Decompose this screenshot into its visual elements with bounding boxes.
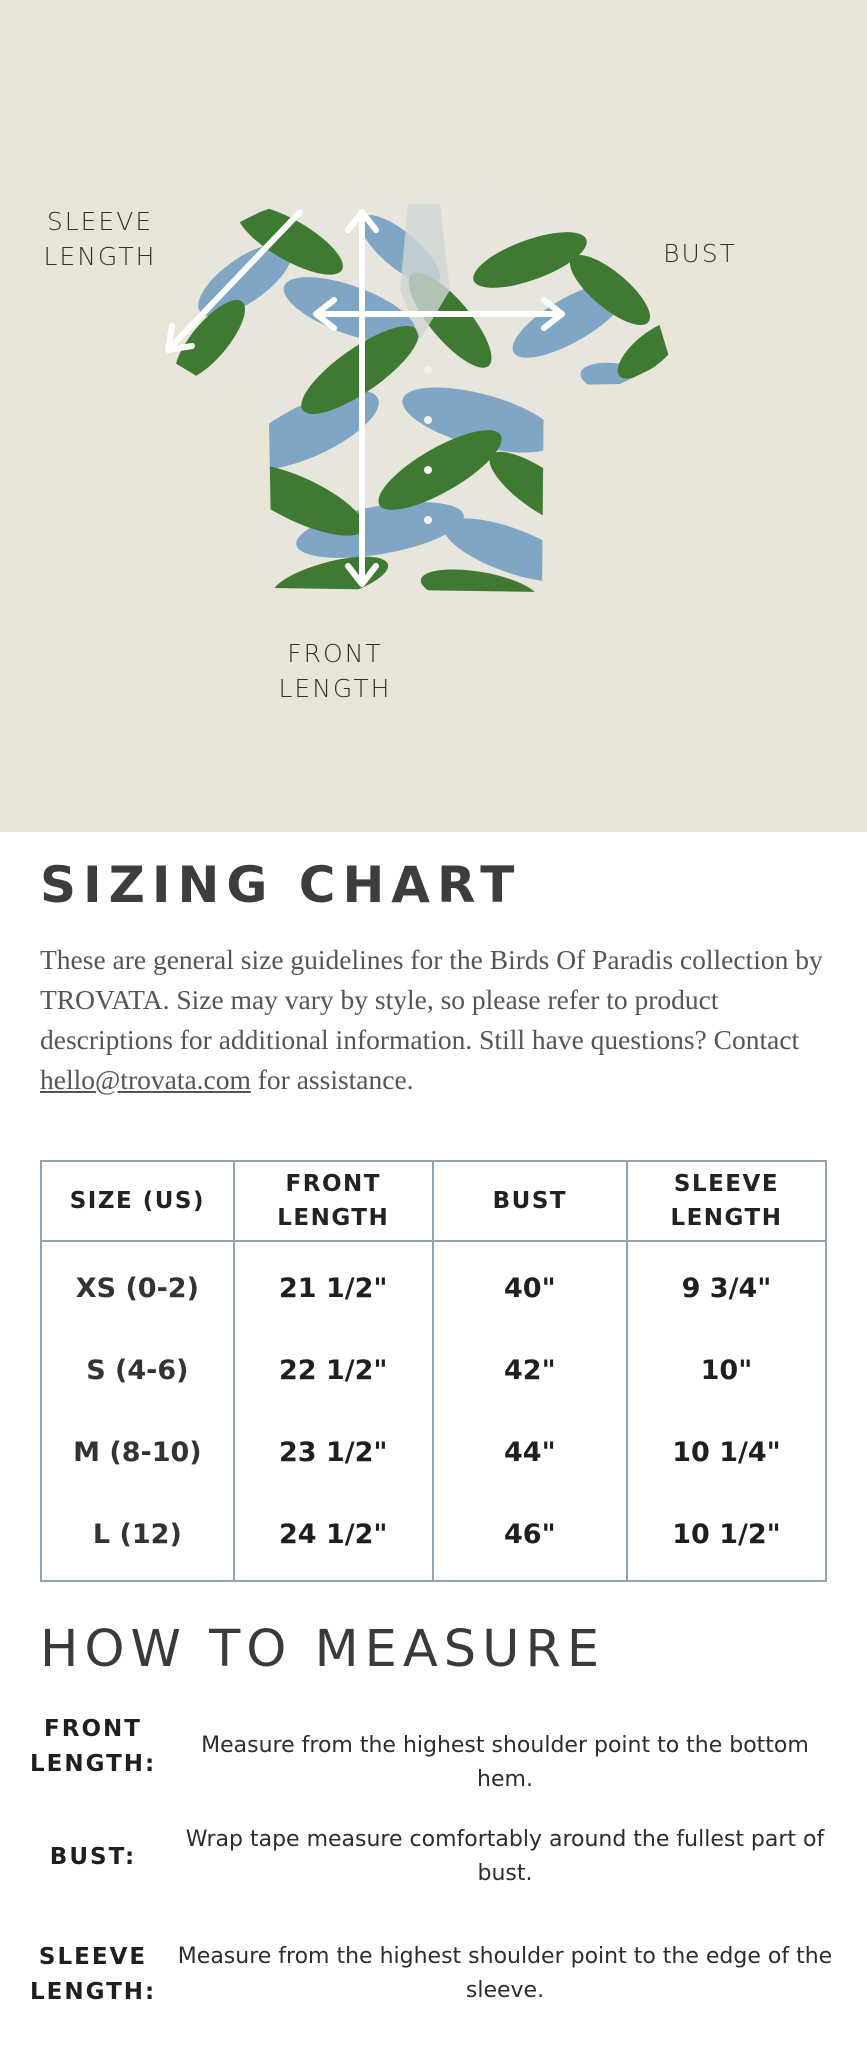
measure-definition: Measure from the highest shoulder point to the edge of the sleeve. (177, 1944, 833, 2003)
measure-term: FRONT LENGTH: (30, 1716, 157, 1777)
sleeve-length-cell: 10" (627, 1329, 826, 1411)
measure-definition: Measure from the highest shoulder point to the bottom hem. (201, 1733, 809, 1792)
header-bust: BUST (433, 1161, 627, 1241)
measure-term: BUST: (49, 1844, 137, 1870)
measure-definition: Wrap tape measure comfortably around the fullest part of bust. (185, 1827, 825, 1886)
sleeve-length-cell: 9 3/4" (627, 1241, 826, 1329)
size-cell: M (8-10) (41, 1411, 234, 1493)
shirt-image (150, 170, 710, 610)
front-length-cell: 21 1/2" (234, 1241, 433, 1329)
bust-cell: 40" (433, 1241, 627, 1329)
size-cell: L (12) (41, 1493, 234, 1581)
front-length-cell: 23 1/2" (234, 1411, 433, 1493)
bust-label: BUST (663, 239, 737, 268)
sleeve-length-label: SLEEVE LENGTH (43, 207, 157, 271)
front-length-label: FRONT LENGTH (278, 639, 392, 703)
size-table (40, 1160, 827, 1582)
how-to-measure-title: HOW TO MEASURE (40, 1620, 606, 1679)
header-size: SIZE (US) (41, 1161, 234, 1241)
bust-cell: 42" (433, 1329, 627, 1411)
measure-term: SLEEVE LENGTH: (30, 1944, 157, 2005)
bust-cell: 44" (433, 1411, 627, 1493)
contact-email-link[interactable]: hello@trovata.com (40, 1064, 251, 1095)
sizing-chart-title: SIZING CHART (40, 856, 522, 914)
front-length-cell: 24 1/2" (234, 1493, 433, 1581)
table-row (41, 1411, 826, 1493)
table-row (41, 1493, 826, 1581)
table-row (41, 1329, 826, 1411)
header-sleeve-length: SLEEVE LENGTH (627, 1161, 826, 1241)
header-front-length: FRONT LENGTH (234, 1161, 433, 1241)
table-row (41, 1241, 826, 1329)
sleeve-length-cell: 10 1/4" (627, 1411, 826, 1493)
sizing-intro: These are general size guidelines for the Birds Of Paradis collection by TROVATA. Size may vary by style, so please refer to product descriptions for additional information. Still have questions? Contact hello@trovata.com for assistance. (40, 944, 823, 1095)
size-cell: XS (0-2) (41, 1241, 234, 1329)
size-cell: S (4-6) (41, 1329, 234, 1411)
bust-cell: 46" (433, 1493, 627, 1581)
table-header-row (41, 1161, 826, 1241)
front-length-cell: 22 1/2" (234, 1329, 433, 1411)
product-diagram (0, 0, 867, 832)
sleeve-length-cell: 10 1/2" (627, 1493, 826, 1581)
